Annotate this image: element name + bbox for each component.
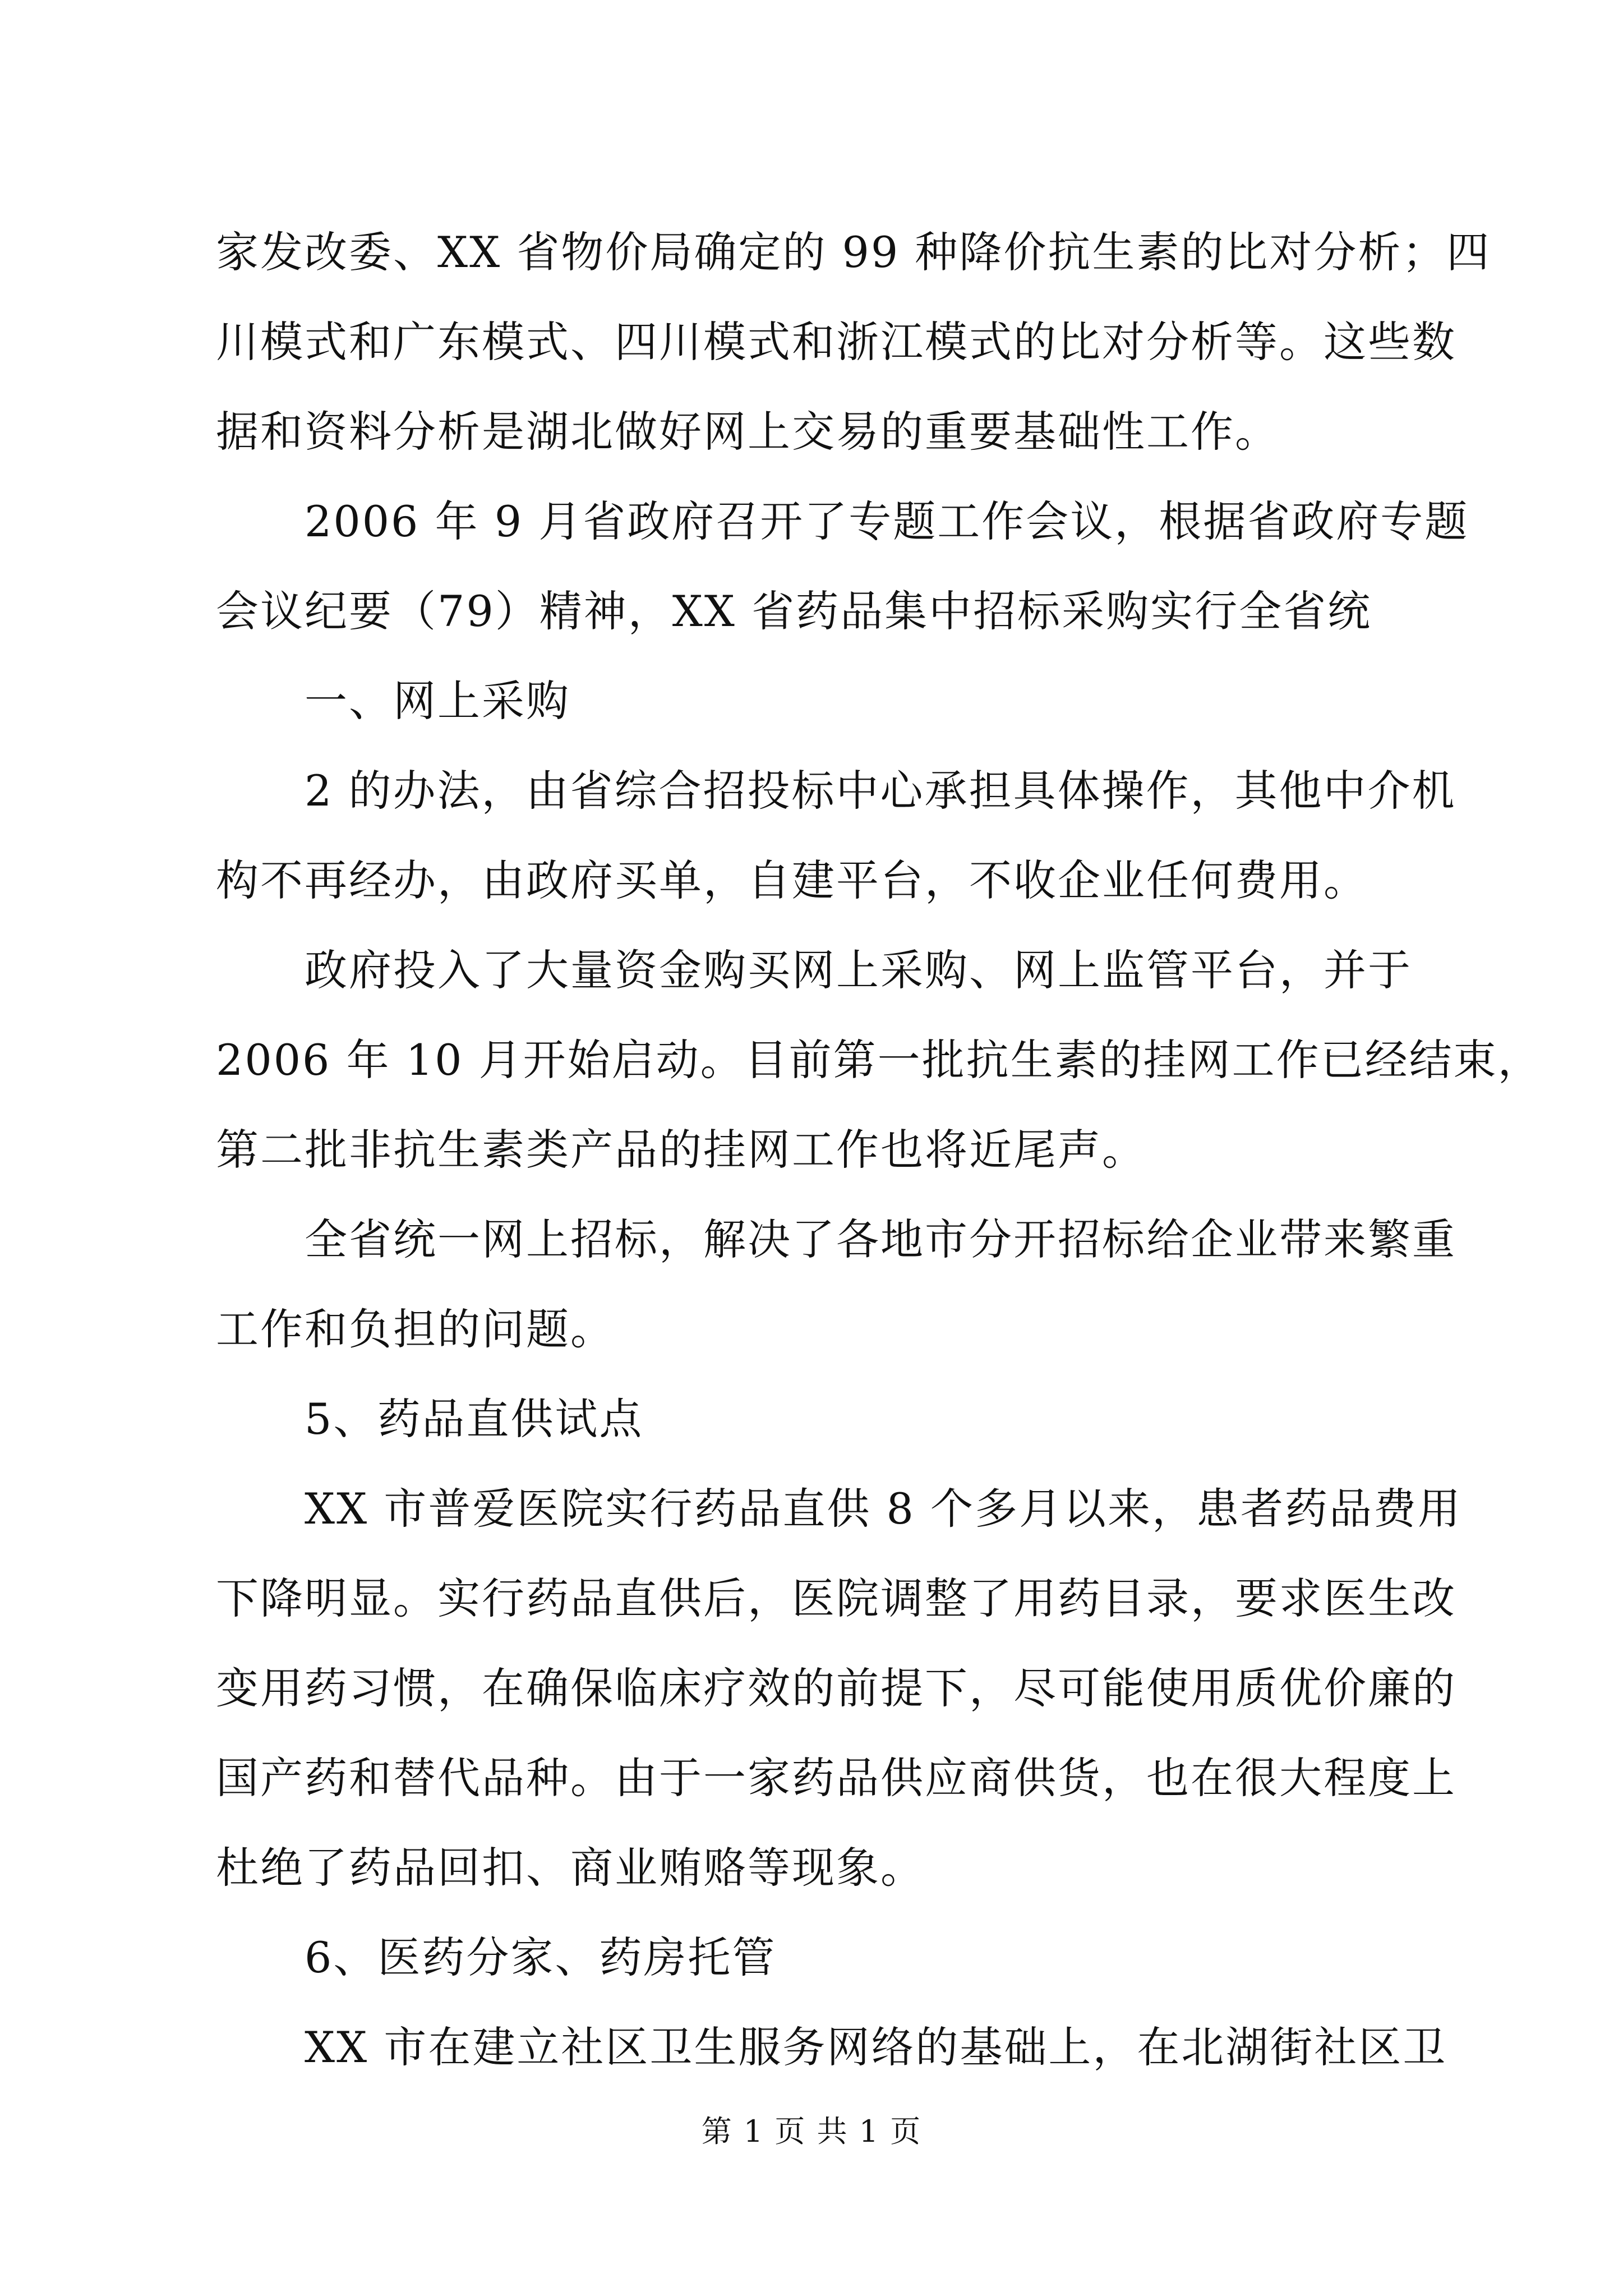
- text-line: 变用药习惯，在确保临床疗效的前提下，尽可能使用质优价廉的: [216, 1663, 1456, 1713]
- section-heading: 5、药品直供试点: [216, 1394, 644, 1444]
- text-line: 杜绝了药品回扣、商业贿赂等现象。: [216, 1843, 925, 1893]
- text-line: 第二批非抗生素类产品的挂网工作也将近尾声。: [216, 1125, 1146, 1175]
- section-heading: 一、网上采购: [216, 676, 570, 726]
- text-line: 川模式和广东模式、四川模式和浙江模式的比对分析等。这些数: [216, 317, 1456, 367]
- text-line: 下降明显。实行药品直供后，医院调整了用药目录，要求医生改: [216, 1573, 1456, 1623]
- text-line: 工作和负担的问题。: [216, 1304, 615, 1354]
- text-line: 全省统一网上招标，解决了各地市分开招标给企业带来繁重: [216, 1214, 1456, 1264]
- text-line: 据和资料分析是湖北做好网上交易的重要基础性工作。: [216, 407, 1279, 457]
- page-footer: 第 1 页 共 1 页: [701, 2114, 922, 2149]
- text-line: 2006 年 9 月省政府召开了专题工作会议，根据省政府专题: [216, 496, 1469, 546]
- text-line: 家发改委、XX 省物价局确定的 99 种降价抗生素的比对分析；四: [216, 227, 1491, 277]
- section-heading: 6、医药分家、药房托管: [216, 1932, 777, 1982]
- text-line: XX 市普爱医院实行药品直供 8 个多月以来，患者药品费用: [216, 1484, 1463, 1534]
- text-line: 2 的办法，由省综合招投标中心承担具体操作，其他中介机: [216, 766, 1456, 816]
- text-line: XX 市在建立社区卫生服务网络的基础上，在北湖街社区卫: [216, 2022, 1447, 2072]
- text-line: 2006 年 10 月开始启动。目前第一批抗生素的挂网工作已经结束，: [216, 1035, 1542, 1085]
- text-line: 政府投入了大量资金购买网上采购、网上监管平台，并于: [216, 945, 1412, 995]
- text-line: 会议纪要（79）精神，XX 省药品集中招标采购实行全省统: [216, 586, 1372, 636]
- text-line: 构不再经办，由政府买单，自建平台，不收企业任何费用。: [216, 855, 1368, 905]
- text-line: 国产药和替代品种。由于一家药品供应商供货，也在很大程度上: [216, 1753, 1456, 1803]
